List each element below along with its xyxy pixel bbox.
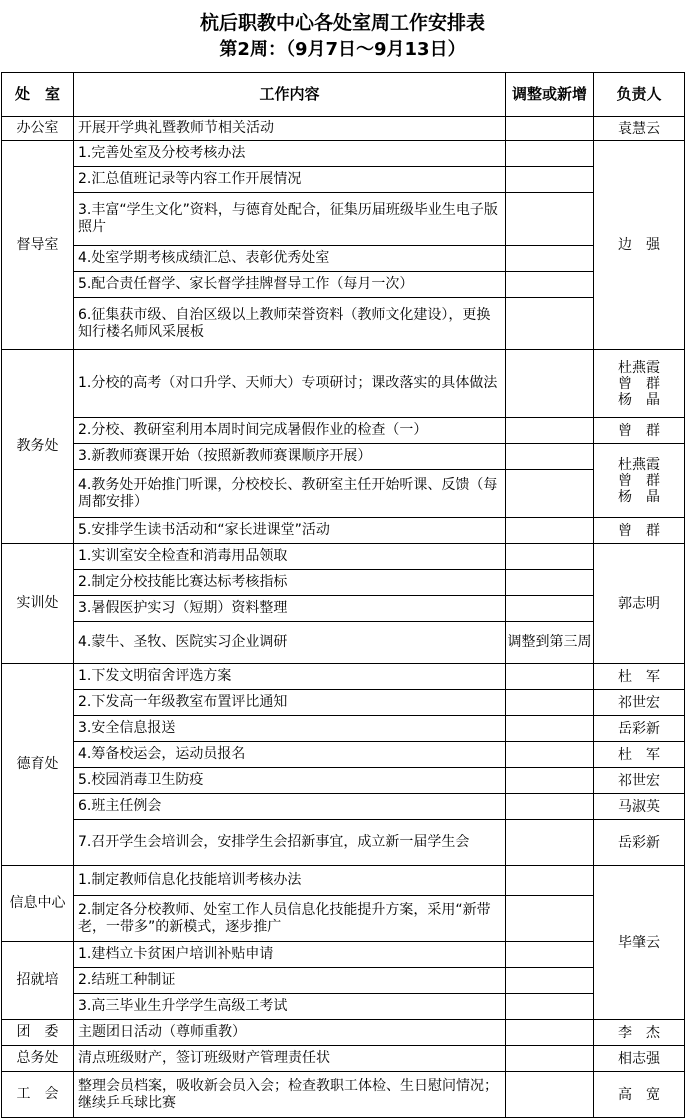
adjust-cell [506,820,594,866]
dept-general: 总务处 [2,1046,74,1072]
work-item: 6.班主任例会 [74,794,506,820]
work-item: 5.配合责任督学、家长督学挂牌督导工作（每月一次） [74,272,506,298]
work-item: 4.蒙牛、圣牧、医院实习企业调研 [74,622,506,664]
owner-cell: 高 宽 [594,1072,685,1118]
owner-cell: 马淑英 [594,794,685,820]
adjust-cell [506,664,594,690]
adjust-cell [506,544,594,570]
header-row [2,73,685,117]
adjust-cell: 调整到第三周 [506,622,594,664]
adjust-cell [506,246,594,272]
table-row [2,622,685,664]
adjust-cell [506,444,594,470]
owner-cell: 岳彩新 [594,820,685,866]
table-row [2,742,685,768]
table-row [2,298,685,350]
work-item: 4.教务处开始推门听课，分校校长、教研室主任开始听课、反馈（每周都安排） [74,470,506,518]
adjust-cell [506,167,594,193]
owner-cell: 袁慧云 [594,117,685,141]
adjust-cell [506,968,594,994]
owner-cell: 毕肇云 [594,866,685,1020]
adjust-cell [506,768,594,794]
work-item: 3.暑假医护实习（短期）资料整理 [74,596,506,622]
owner-cell: 岳彩新 [594,716,685,742]
owner-name: 曾 群 [618,472,660,489]
table-row [2,518,685,544]
header-dept: 处 室 [2,73,74,117]
table-row [2,768,685,794]
work-item: 4.处室学期考核成绩汇总、表彰优秀处室 [74,246,506,272]
owner-name: 杨 晶 [618,391,660,408]
header-work: 工作内容 [74,73,506,117]
owner-cell: 祁世宏 [594,690,685,716]
dept-academic: 教务处 [2,350,74,544]
table-row [2,418,685,444]
table-row [2,544,685,570]
work-item: 1.下发文明宿舍评选方案 [74,664,506,690]
work-item: 4.筹备校运会，运动员报名 [74,742,506,768]
sheet-title: 杭后职教中心各处室周工作安排表 [199,12,485,34]
title-block [1,0,684,72]
adjust-cell [506,117,594,141]
owner-name: 杜燕霞 [618,456,660,473]
dept-training: 实训处 [2,544,74,664]
owner-name: 曾 群 [618,375,660,392]
table-row [2,716,685,742]
table-row [2,942,685,968]
work-item: 6.征集获市级、自治区级以上教师荣誉资料（教师文化建设），更换知行楼名师风采展板 [74,298,506,350]
owner-cell: 边 强 [594,141,685,350]
table-row [2,690,685,716]
adjust-cell [506,298,594,350]
work-item: 3.新教师赛课开始（按照新教师赛课顺序开展） [74,444,506,470]
owner-cell [594,444,685,518]
adjust-cell [506,1046,594,1072]
owner-name: 杨 晶 [618,488,660,505]
table-row [2,193,685,246]
table-row [2,820,685,866]
work-item: 清点班级财产，签订班级财产管理责任状 [74,1046,506,1072]
adjust-cell [506,596,594,622]
work-item: 3.丰富“学生文化”资料，与德育处配合，征集历届班级毕业生电子版照片 [74,193,506,246]
table-row [2,1020,685,1046]
adjust-cell [506,742,594,768]
work-item: 2.下发高一年级教室布置评比通知 [74,690,506,716]
table-row [2,167,685,193]
adjust-cell [506,193,594,246]
dept-union: 工 会 [2,1072,74,1118]
table-row [2,596,685,622]
adjust-cell [506,1072,594,1118]
adjust-cell [506,896,594,942]
table-row [2,117,685,141]
dept-supervision: 督导室 [2,141,74,350]
adjust-cell [506,272,594,298]
dept-league: 团 委 [2,1020,74,1046]
work-item: 2.结班工种制证 [74,968,506,994]
adjust-cell [506,141,594,167]
table-row [2,141,685,167]
owner-cell: 李 杰 [594,1020,685,1046]
work-item: 1.实训室安全检查和消毒用品领取 [74,544,506,570]
dept-office: 办公室 [2,117,74,141]
table-row [2,994,685,1020]
work-item: 整理会员档案，吸收新会员入会；检查教职工体检、生日慰问情况；继续乒乓球比赛 [74,1072,506,1118]
dept-moral: 德育处 [2,664,74,866]
table-row [2,350,685,418]
table-row [2,664,685,690]
work-item: 1.完善处室及分校考核办法 [74,141,506,167]
adjust-cell [506,716,594,742]
dept-info: 信息中心 [2,866,74,942]
work-item: 5.校园消毒卫生防疫 [74,768,506,794]
adjust-cell [506,350,594,418]
table-row [2,1046,685,1072]
work-item: 1.制定教师信息化技能培训考核办法 [74,866,506,896]
owner-cell: 杜 军 [594,742,685,768]
owner-cell: 郭志明 [594,544,685,664]
table-row [2,246,685,272]
work-item: 1.分校的高考（对口升学、天师大）专项研讨；课改落实的具体做法 [74,350,506,418]
work-item: 5.安排学生读书活动和“家长进课堂”活动 [74,518,506,544]
work-item: 7.召开学生会培训会，安排学生会招新事宜，成立新一届学生会 [74,820,506,866]
table-row [2,896,685,942]
table-row [2,968,685,994]
work-item: 2.制定各分校教师、处室工作人员信息化技能提升方案，采用“新带老，一带多”的新模式，逐步推广 [74,896,506,942]
owner-cell: 相志强 [594,1046,685,1072]
adjust-cell [506,794,594,820]
adjust-cell [506,418,594,444]
adjust-cell [506,690,594,716]
work-item: 1.建档立卡贫困户培训补贴申请 [74,942,506,968]
table-row [2,570,685,596]
work-item: 2.汇总值班记录等内容工作开展情况 [74,167,506,193]
table-row [2,866,685,896]
table-row [2,794,685,820]
header-adjust: 调整或新增 [506,73,594,117]
table-row [2,272,685,298]
adjust-cell [506,518,594,544]
work-item: 2.分校、教研室利用本周时间完成暑假作业的检查（一） [74,418,506,444]
table-row [2,470,685,518]
week-subtitle: 第2周：（9月7日～9月13日） [219,39,466,60]
owner-cell: 曾 群 [594,418,685,444]
owner-cell: 杜 军 [594,664,685,690]
adjust-cell [506,942,594,968]
work-item: 3.安全信息报送 [74,716,506,742]
adjust-cell [506,994,594,1020]
work-item: 2.制定分校技能比赛达标考核指标 [74,570,506,596]
work-item: 主题团日活动（尊师重教） [74,1020,506,1046]
table-row [2,444,685,470]
header-owner: 负责人 [594,73,685,117]
adjust-cell [506,570,594,596]
work-item: 3.高三毕业生升学学生高级工考试 [74,994,506,1020]
owner-cell: 祁世宏 [594,768,685,794]
schedule-table [1,72,685,1118]
owner-cell: 曾 群 [594,518,685,544]
adjust-cell [506,1020,594,1046]
work-item: 开展开学典礼暨教师节相关活动 [74,117,506,141]
owner-name: 杜燕霞 [618,359,660,376]
adjust-cell [506,470,594,518]
dept-recruit: 招就培 [2,942,74,1020]
owner-cell [594,350,685,418]
table-row [2,1072,685,1118]
adjust-cell [506,866,594,896]
